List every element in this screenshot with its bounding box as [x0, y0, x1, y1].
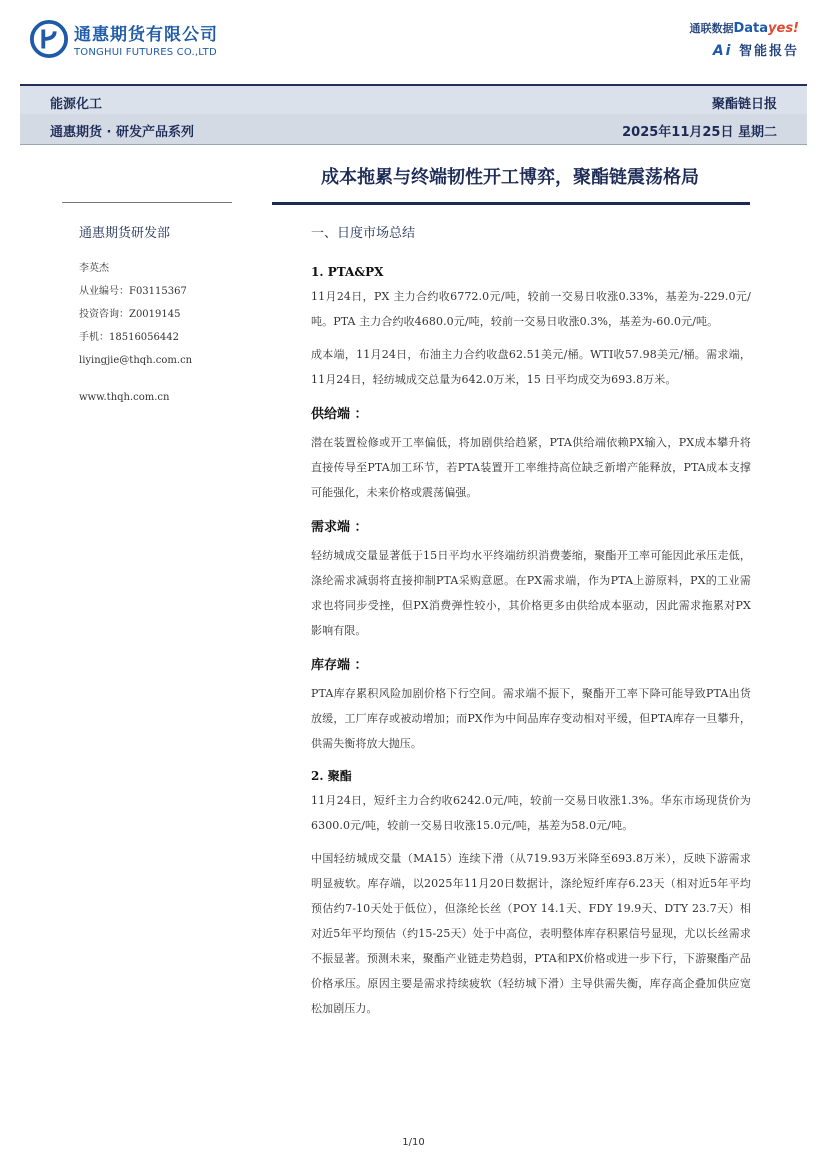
phone-number: 手机：18516056442 — [79, 332, 179, 343]
series-band — [20, 114, 807, 145]
paragraph-price: 11月24日，PX 主力合约收6772.0元/吨，较前一交易日收涨0.33%，基差为-229.0元/吨。PTA 主力合约收4680.0元/吨，较前一交易日收涨0.3%，基差为-60.0元/吨。 — [311, 290, 751, 328]
paragraph-supply: 潜在装置检修或开工率偏低，将加剧供给趋紧，PTA供给端依赖PX输入，PX成本攀升将直接传导至PTA加工环节，若PTA装置开工率维持高位缺乏新增产能释放，PTA成本支撑可能强化，未来价格或震荡偏强。 — [311, 436, 751, 499]
series-label: 通惠期货 · 研发产品系列 — [50, 125, 194, 140]
section-heading: 一、日度市场总结 — [311, 226, 416, 241]
page-number: 1/10 — [402, 1137, 425, 1148]
sector-label: 能源化工 — [50, 97, 103, 112]
paragraph-polyester-outlook: 中国轻纺城成交量（MA15）连续下滑（从719.93万米降至693.8万米），反映下游需求明显疲软。库存端，以2025年11月20日数据计，涤纶短纤库存6.23天（相对近5年平均预估约7-10天处于低位），但涤纶长丝（POY 14.1天、FDY 19.9天、DTY 23.7天）相对近5年平均预估（约15-25天）处于中高位，表明整体库存积累信号显现，尤以长丝需求不振显著。预测未来，聚酯产业链走势趋弱，PTA和PX价格或进一步下行，下游聚酯产品价格承压。原因主要是需求持续疲软（轻纺城下滑）主导供需失衡，库存高企叠加供应宽松加剧压力。 — [311, 852, 751, 1015]
paragraph-cost-demand: 成本端，11月24日，布油主力合约收盘62.51美元/桶。WTI收57.98美元/桶。需求端，11月24日，轻纺城成交总量为642.0万米，15 日平均成交为693.8万米。 — [311, 348, 751, 386]
company-name-cn: 通惠期货有限公司 — [74, 25, 218, 45]
author-sidebar — [79, 222, 249, 409]
consult-number: 投资咨询：Z0019145 — [79, 309, 181, 320]
report-title: 成本拖累与终端韧性开工博弈，聚酯链震荡格局 — [321, 167, 699, 188]
paragraph-inventory: PTA库存累积风险加剧价格下行空间。需求端不振下，聚酯开工率下降可能导致PTA出货放缓，工厂库存或被动增加；而PX作为中间品库存变动相对平缓，但PTA库存一旦攀升，供需失衡将放大抛压。 — [311, 687, 751, 750]
brand-logo — [689, 20, 799, 59]
brand-report: 智能报告 — [738, 44, 799, 59]
website-link[interactable]: www.thqh.com.cn — [79, 392, 170, 403]
company-name-en: TONGHUI FUTURES CO.,LTD — [74, 47, 217, 58]
brand-data: Data — [733, 21, 769, 36]
company-logo-icon — [30, 20, 68, 58]
heading-demand: 需求端 ： — [311, 520, 368, 535]
brand-prefix: 通联数据 — [689, 22, 734, 35]
department: 通惠期货研发部 — [79, 226, 171, 241]
brand-yes: yes! — [768, 21, 799, 36]
report-type: 聚酯链日报 — [711, 97, 777, 112]
heading-inventory: 库存端 ： — [311, 658, 368, 673]
sector-band — [20, 84, 807, 114]
company-logo — [30, 20, 218, 58]
email-link[interactable]: liyingjie@thqh.com.cn — [79, 355, 193, 366]
brand-ai: Ai — [712, 43, 733, 59]
license-number: 从业编号：F03115367 — [79, 286, 187, 297]
report-date: 2025年11月25日 星期二 — [622, 125, 777, 140]
subsection-heading-polyester: 2. 聚酯 — [311, 769, 352, 783]
paragraph-polyester-price: 11月24日，短纤主力合约收6242.0元/吨，较前一交易日收涨1.3%。华东市场现货价为6300.0元/吨，较前一交易日收涨15.0元/吨，基差为58.0元/吨。 — [311, 794, 751, 832]
report-body — [311, 222, 751, 1023]
subsection-heading-pta-px: 1. PTA&PX — [311, 265, 384, 279]
heading-supply: 供给端 ： — [311, 407, 368, 422]
title-divider — [272, 202, 750, 205]
author-name: 李英杰 — [79, 263, 109, 274]
paragraph-demand: 轻纺城成交量显著低于15日平均水平终端纺织消费萎缩，聚酯开工率可能因此承压走低，涤纶需求减弱将直接抑制PTA采购意愿。在PX需求端，作为PTA上游原料，PX的工业需求也将同步受挫，但PX消费弹性较小，其价格更多由供给成本驱动，因此需求拖累对PX影响有限。 — [311, 549, 751, 637]
sidebar-divider — [62, 202, 232, 203]
